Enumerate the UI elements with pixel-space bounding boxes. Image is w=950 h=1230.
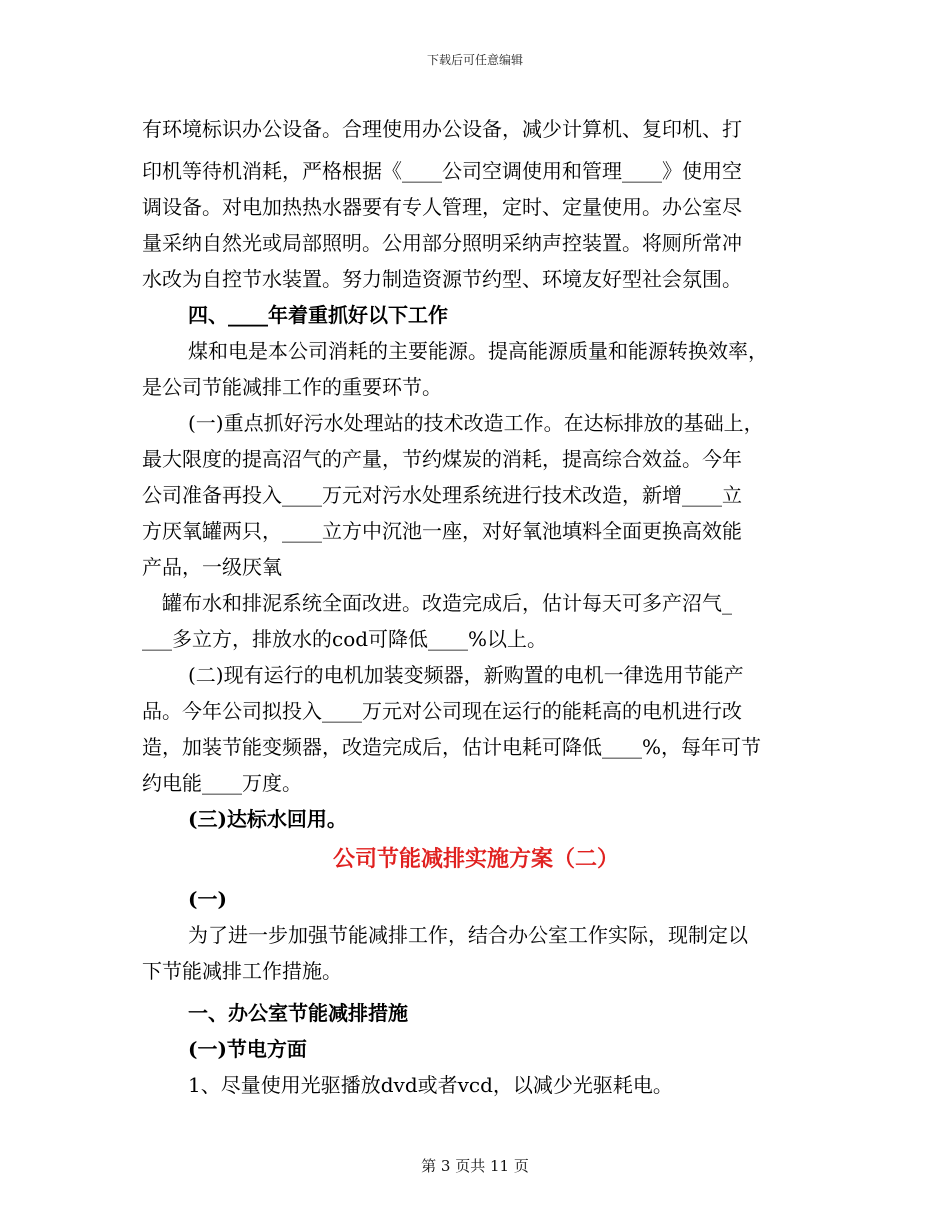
subsection-heading: (三)达标水回用。 [188,807,347,831]
paragraph-line: 1、尽量使用光驱播放dvd或者vcd，以减少光驱耗电。 [188,1073,673,1097]
subsection-heading: (一)节电方面 [188,1037,307,1061]
paragraph-line: 公司准备再投入____万元对污水处理系统进行技术改造，新增____立 [142,483,742,507]
section-heading: 一、办公室节能减排措施 [188,1001,408,1025]
paragraph-line: 为了进一步加强节能减排工作，结合办公室工作实际，现制定以 [188,923,748,947]
paragraph-line: 下节能减排工作措施。 [142,959,342,983]
paragraph-line: 有环境标识办公设备。合理使用办公设备，减少计算机、复印机、打 [142,117,742,141]
paragraph-line: 罐布水和排泥系统全面改进。改造完成后，估计每天可多产沼气_ [162,591,732,615]
paragraph-line: ___多立方，排放水的cod可降低____%以上。 [142,627,548,651]
paragraph-line: 造，加装节能变频器，改造完成后，估计电耗可降低____%，每年可节 [142,735,762,759]
paragraph-line: (二)现有运行的电机加装变频器，新购置的电机一律选用节能产 [188,663,744,687]
paragraph-line: 产品，一级厌氧 [142,555,282,579]
page-header: 下载后可任意编辑 [426,53,523,67]
page-footer: 第 3 页共 11 页 [421,1157,529,1175]
paragraph-line: 量采纳自然光或局部照明。公用部分照明采纳声控装置。将厕所常冲 [142,231,742,255]
paragraph-line: 是公司节能减排工作的重要环节。 [142,375,442,399]
paragraph-line: 最大限度的提高沼气的产量，节约煤炭的消耗，提高综合效益。今年 [142,447,742,471]
paragraph-line: 印机等待机消耗，严格根据《____公司空调使用和管理____》使用空 [142,159,742,183]
document-title: 公司节能减排实施方案（二） [332,846,619,872]
paragraph-line: 水改为自控节水装置。努力制造资源节约型、环境友好型社会氛围。 [142,267,742,291]
paragraph-line: 品。今年公司拟投入____万元对公司现在运行的能耗高的电机进行改 [142,699,742,723]
paragraph-line: 煤和电是本公司消耗的主要能源。提高能源质量和能源转换效率， [188,339,768,363]
section-heading: 四、____年着重抓好以下工作 [188,303,448,327]
paragraph-line: 调设备。对电加热热水器要有专人管理，定时、定量使用。办公室尽 [142,195,742,219]
paragraph-line: (一)重点抓好污水处理站的技术改造工作。在达标排放的基础上， [188,411,764,435]
paragraph-line: 约电能____万度。 [142,771,302,795]
paragraph-line: 方厌氧罐两只，____立方中沉池一座，对好氧池填料全面更换高效能 [142,519,742,543]
subsection-heading: (一) [188,887,227,911]
document-body [142,111,810,1103]
